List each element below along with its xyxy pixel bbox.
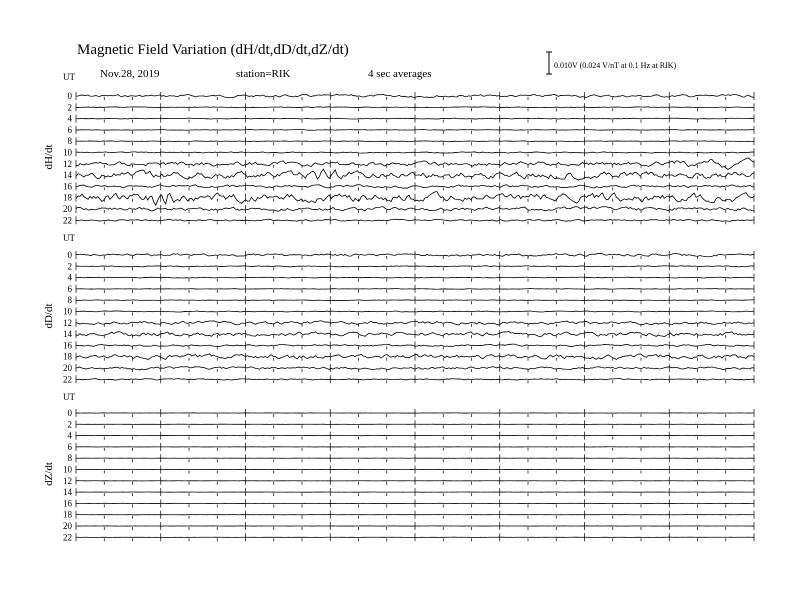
hour-label: 16 (63, 181, 72, 192)
hour-label: 20 (63, 363, 72, 373)
hour-label: 8 (67, 453, 72, 464)
averaging-label: 4 sec averages (368, 68, 432, 80)
hour-label: 2 (67, 261, 72, 272)
hour-label: 22 (63, 374, 72, 385)
date-label: Nov.28, 2019 (100, 68, 160, 80)
hour-label: 10 (63, 464, 72, 475)
panel-ylabel: dH/dt (43, 144, 55, 170)
ut-axis-label: UT (63, 233, 75, 243)
hour-label: 12 (63, 475, 72, 486)
ut-axis-label: UT (63, 72, 75, 82)
hour-label: 10 (63, 147, 72, 158)
hour-label: 2 (67, 419, 72, 430)
panel-dZ-dt (43, 392, 754, 542)
hour-label: 14 (63, 487, 72, 498)
hour-label: 22 (63, 532, 72, 543)
hour-label: 16 (63, 340, 72, 351)
plot-title: Magnetic Field Variation (dH/dt,dD/dt,dZ/dt) (77, 42, 349, 58)
hour-label: 20 (63, 521, 72, 531)
hour-label: 18 (63, 351, 72, 362)
panel-ylabel: dD/dt (43, 303, 55, 329)
hour-label: 14 (63, 170, 72, 181)
hour-label: 22 (63, 215, 72, 226)
panels-group (43, 72, 754, 542)
hour-label: 0 (67, 91, 72, 101)
hour-label: 14 (63, 329, 72, 340)
hour-label: 0 (67, 408, 72, 418)
hour-label: 12 (63, 317, 72, 328)
hour-label: 18 (63, 509, 72, 520)
hour-label: 4 (67, 113, 72, 124)
hour-label: 18 (63, 192, 72, 203)
hour-label: 4 (67, 430, 72, 441)
panel-dD-dt (43, 233, 754, 384)
hour-label: 6 (67, 441, 72, 452)
ut-axis-label: UT (63, 392, 75, 402)
scale-label: 0.010V (0.024 V/nT at 0.1 Hz at RIK) (554, 61, 677, 70)
panel-ylabel: dZ/dt (43, 462, 55, 486)
hour-label: 12 (63, 158, 72, 169)
hour-label: 10 (63, 306, 72, 317)
panel-dH-dt (43, 72, 754, 225)
hour-label: 20 (63, 204, 72, 214)
hour-label: 16 (63, 498, 72, 509)
hour-label: 8 (67, 295, 72, 306)
station-label: station=RIK (236, 68, 291, 80)
hour-label: 6 (67, 124, 72, 135)
hour-label: 6 (67, 283, 72, 294)
hour-label: 8 (67, 136, 72, 147)
hour-label: 0 (67, 250, 72, 260)
hour-label: 4 (67, 272, 72, 283)
hour-label: 2 (67, 102, 72, 113)
